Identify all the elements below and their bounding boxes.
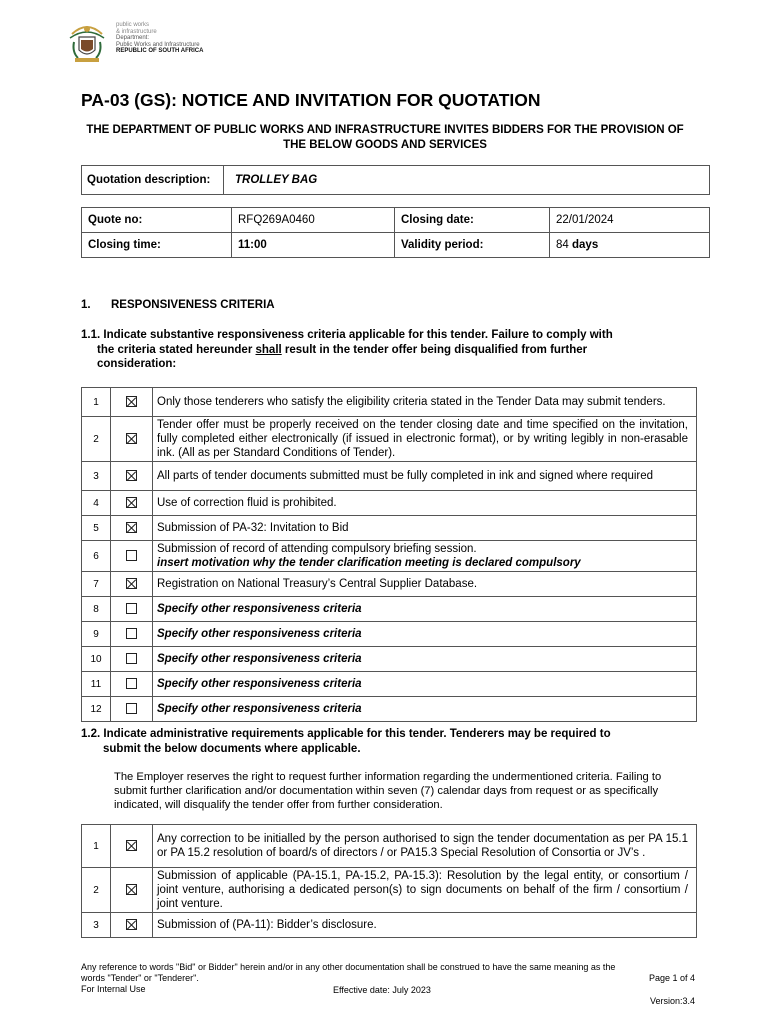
checked-checkbox[interactable] <box>126 433 137 444</box>
unchecked-checkbox[interactable] <box>126 678 137 689</box>
criteria-row <box>82 672 697 697</box>
checked-checkbox[interactable] <box>126 919 137 930</box>
validity-number: 84 <box>556 239 569 251</box>
unchecked-checkbox[interactable] <box>126 703 137 714</box>
criteria-row <box>82 622 697 647</box>
unchecked-checkbox[interactable] <box>126 550 137 561</box>
requirement-number: 2 <box>82 868 111 913</box>
subsection-line: 1.2. Indicate administrative requirements applicable for this tender. Tenderers may be required to <box>81 728 611 740</box>
criteria-text-cell <box>153 417 697 462</box>
logo-line: public works <box>116 22 150 28</box>
criteria-checkbox-cell <box>111 462 153 491</box>
checked-checkbox[interactable] <box>126 396 137 407</box>
criteria-number: 11 <box>82 672 111 697</box>
subsection-text: the criteria stated hereunder <box>97 343 256 356</box>
footer-note: words "Tender" or "Tenderer". <box>81 973 199 983</box>
subsection-1-1-heading <box>81 328 691 372</box>
subsection-line: submit the below documents where applicable. <box>103 742 361 755</box>
requirement-row <box>82 825 697 868</box>
responsiveness-criteria-table <box>81 387 697 722</box>
requirement-number: 1 <box>82 825 111 868</box>
criteria-text-cell <box>153 491 697 516</box>
closing-time-value: 11:00 <box>232 233 395 258</box>
criteria-number: 7 <box>82 572 111 597</box>
criteria-text: Only those tenderers who satisfy the eligibility criteria stated in the Tender Data may submit tenders. <box>157 396 666 408</box>
footer-note: Any reference to words "Bid" or Bidder" herein and/or in any other documentation shall be construed to have the same meaning as the <box>81 962 616 972</box>
coat-of-arms-icon <box>62 20 112 66</box>
criteria-text: All parts of tender documents submitted must be fully completed in ink and signed where required <box>157 470 654 482</box>
criteria-text-cell <box>153 572 697 597</box>
criteria-text-cell <box>153 541 697 572</box>
employer-reserves-paragraph: The Employer reserves the right to request further information regarding the undermentioned criteria. Failing to submit further clarification and/or documentation within seven (7) calendar days from request or as specifically indicated, will disqualify the tender offer from further consideration. <box>114 771 662 812</box>
subsection-line <box>81 343 691 358</box>
requirement-text: Submission of (PA-11): Bidder’s disclosure. <box>157 919 377 931</box>
checked-checkbox[interactable] <box>126 470 137 481</box>
criteria-checkbox-cell <box>111 417 153 462</box>
unchecked-checkbox[interactable] <box>126 653 137 664</box>
requirement-text-cell <box>153 868 697 913</box>
requirement-checkbox-cell <box>111 825 153 868</box>
criteria-row <box>82 697 697 722</box>
requirement-checkbox-cell <box>111 913 153 938</box>
closing-date-value: 22/01/2024 <box>550 208 710 233</box>
validity-period-label: Validity period: <box>395 233 550 258</box>
requirement-checkbox-cell <box>111 868 153 913</box>
section-title: RESPONSIVENESS CRITERIA <box>111 299 275 311</box>
closing-time-label: Closing time: <box>82 233 232 258</box>
requirement-number: 3 <box>82 913 111 938</box>
criteria-text: Use of correction fluid is prohibited. <box>157 497 337 509</box>
criteria-text-cell <box>153 597 697 622</box>
criteria-number: 5 <box>82 516 111 541</box>
criteria-number: 1 <box>82 388 111 417</box>
criteria-row <box>82 417 697 462</box>
criteria-number: 3 <box>82 462 111 491</box>
validity-unit: days <box>572 239 599 251</box>
page-number: Page 1 of 4 <box>648 973 695 983</box>
administrative-requirements-table <box>81 824 697 938</box>
logo-line: REPUBLIC OF SOUTH AFRICA <box>116 48 204 55</box>
criteria-text-cell <box>153 462 697 491</box>
criteria-checkbox-cell <box>111 697 153 722</box>
criteria-text: Registration on National Treasury’s Central Supplier Database. <box>157 578 478 590</box>
requirement-text: Submission of applicable (PA-15.1, PA-15.2, PA-15.3): Resolution by the legal entity, or consortium / joint venture, authorising a dedicated person(s) to sign documents on behalf of the firm / consortium / joint venture. <box>157 870 688 910</box>
checked-checkbox[interactable] <box>126 884 137 895</box>
criteria-row <box>82 572 697 597</box>
criteria-text: Submission of PA-32: Invitation to Bid <box>157 522 349 534</box>
requirement-text: Any correction to be initialled by the person authorised to sign the tender documentation as per PA 15.1 or PA 15.2 resolution of board/s of directors / or PA15.3 Special Resolution of Consortia or JV’s . <box>157 833 688 859</box>
requirement-row <box>82 913 697 938</box>
section-heading <box>81 299 275 311</box>
criteria-text-cell <box>153 388 697 417</box>
criteria-checkbox-cell <box>111 647 153 672</box>
criteria-number: 6 <box>82 541 111 572</box>
criteria-row <box>82 597 697 622</box>
subsection-1-2-heading <box>81 727 691 756</box>
validity-period-value <box>550 233 710 258</box>
criteria-text: Specify other responsiveness criteria <box>157 628 362 640</box>
page-subtitle: THE DEPARTMENT OF PUBLIC WORKS AND INFRASTRUCTURE INVITES BIDDERS FOR THE PROVISION OF THE BELOW GOODS AND SERVICES <box>86 124 684 151</box>
version-label: Version:3.4 <box>649 996 695 1006</box>
criteria-checkbox-cell <box>111 622 153 647</box>
subsection-line: consideration: <box>97 358 177 370</box>
checked-checkbox[interactable] <box>126 840 137 851</box>
quotation-description-label: Quotation description: <box>82 166 224 195</box>
criteria-row <box>82 541 697 572</box>
quote-details-table <box>81 207 710 258</box>
criteria-text-cell <box>153 672 697 697</box>
closing-date-label: Closing date: <box>395 208 550 233</box>
criteria-checkbox-cell <box>111 388 153 417</box>
criteria-checkbox-cell <box>111 541 153 572</box>
checked-checkbox[interactable] <box>126 497 137 508</box>
criteria-row <box>82 491 697 516</box>
criteria-text-cell <box>153 516 697 541</box>
criteria-row <box>82 516 697 541</box>
unchecked-checkbox[interactable] <box>126 628 137 639</box>
criteria-checkbox-cell <box>111 516 153 541</box>
criteria-number: 10 <box>82 647 111 672</box>
requirement-text-cell <box>153 825 697 868</box>
logo-line: Department: <box>116 35 150 42</box>
quotation-description-table <box>81 165 710 195</box>
criteria-text: Tender offer must be properly received on the tender closing date and time specified on the invitation, fully completed either electronically (if issued in electronic format), or by writing legibly in non-erasable ink. (All as per Standard Conditions of Tender). <box>157 419 688 459</box>
checked-checkbox[interactable] <box>126 522 137 533</box>
criteria-row <box>82 647 697 672</box>
criteria-text: Specify other responsiveness criteria <box>157 678 362 690</box>
criteria-text: Submission of record of attending compulsory briefing session. <box>157 543 477 555</box>
criteria-row <box>82 388 697 417</box>
quotation-description-value: TROLLEY BAG <box>224 166 710 195</box>
criteria-text-cell <box>153 622 697 647</box>
criteria-checkbox-cell <box>111 491 153 516</box>
page-title: PA-03 (GS): NOTICE AND INVITATION FOR QUOTATION <box>81 90 541 110</box>
criteria-number: 12 <box>82 697 111 722</box>
effective-date: Effective date: July 2023 <box>333 985 431 995</box>
criteria-number: 8 <box>82 597 111 622</box>
subsection-text: result in the tender offer being disqualified from further <box>281 343 588 356</box>
criteria-number: 2 <box>82 417 111 462</box>
quote-no-value: RFQ269A0460 <box>232 208 395 233</box>
criteria-text: Specify other responsiveness criteria <box>157 703 362 715</box>
criteria-note: insert motivation why the tender clarification meeting is declared compulsory <box>157 557 581 569</box>
criteria-text: Specify other responsiveness criteria <box>157 603 362 615</box>
section-number: 1. <box>81 299 91 311</box>
subsection-line: 1.1. Indicate substantive responsiveness criteria applicable for this tender. Failure to comply with <box>81 329 613 341</box>
criteria-checkbox-cell <box>111 672 153 697</box>
criteria-row <box>82 462 697 491</box>
requirement-row <box>82 868 697 913</box>
criteria-checkbox-cell <box>111 597 153 622</box>
checked-checkbox[interactable] <box>126 578 137 589</box>
criteria-number: 9 <box>82 622 111 647</box>
criteria-number: 4 <box>82 491 111 516</box>
department-logo <box>62 20 222 66</box>
criteria-text: Specify other responsiveness criteria <box>157 653 362 665</box>
unchecked-checkbox[interactable] <box>126 603 137 614</box>
criteria-checkbox-cell <box>111 572 153 597</box>
requirement-text-cell <box>153 913 697 938</box>
quote-no-label: Quote no: <box>82 208 232 233</box>
shall-emphasis: shall <box>255 343 282 356</box>
internal-use-label: For Internal Use <box>81 984 146 994</box>
logo-line: & infrastructure <box>116 28 157 35</box>
criteria-text-cell <box>153 697 697 722</box>
criteria-text-cell <box>153 647 697 672</box>
logo-line: Public Works and Infrastructure <box>116 41 200 48</box>
